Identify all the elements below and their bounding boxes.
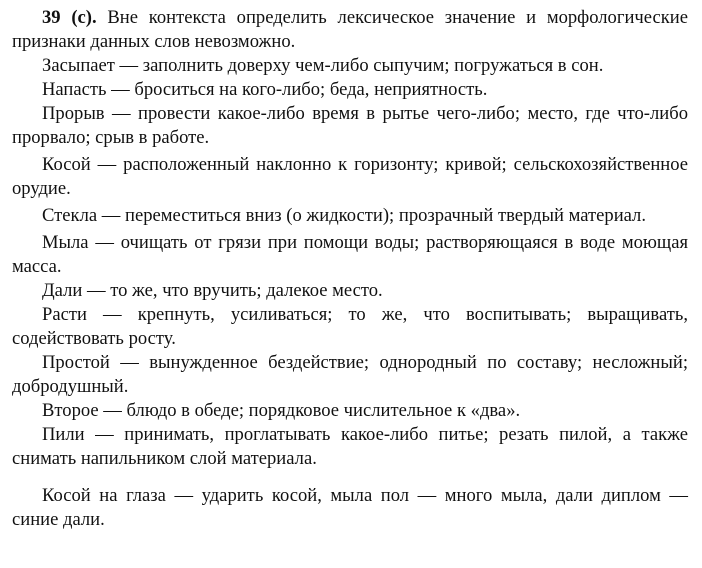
exercise-intro-text: Вне контекста определить лексическое значение и морфологические признаки данных слов невозможно. <box>12 7 688 52</box>
entry-pili: Пили — принимать, проглатывать какое-либо питье; резать пилой, а также снимать напильником слой материала. <box>12 424 688 469</box>
entry-rasti: Расти — крепнуть, усиливаться; то же, что воспитывать; выращивать, содействовать росту. <box>12 304 688 349</box>
entry-kosoy: Косой — расположенный наклонно к горизонту; кривой; сельскохозяйственное орудие. <box>12 154 688 199</box>
entry-napast: Напасть — броситься на кого-либо; беда, неприятность. <box>42 79 488 100</box>
exercise-number: 39 (с). <box>42 7 97 28</box>
entry-myla: Мыла — очищать от грязи при помощи воды; растворяющаяся в воде моющая масса. <box>12 232 688 277</box>
entry-proryv: Прорыв — провести какое-либо время в рытье чего-либо; место, где что-либо прорвало; срыв в работе. <box>12 103 688 148</box>
example-paragraph: Косой на глаза — ударить косой, мыла пол — много мыла, дали диплом — синие дали. <box>12 485 688 530</box>
entry-stekla: Стекла — переместиться вниз (о жидкости); прозрачный твердый материал. <box>42 205 646 226</box>
entry-zasypaet: Засыпает — заполнить доверху чем-либо сыпучим; погружаться в сон. <box>42 55 604 76</box>
entry-vtoroe: Второе — блюдо в обеде; порядковое числительное к «два». <box>42 400 521 421</box>
entry-dali: Дали — то же, что вручить; далекое место. <box>42 280 383 301</box>
exercise-intro <box>12 6 688 54</box>
entry-prostoy: Простой — вынужденное бездействие; однородный по составу; несложный; добродушный. <box>12 352 688 397</box>
document-page <box>12 6 688 532</box>
